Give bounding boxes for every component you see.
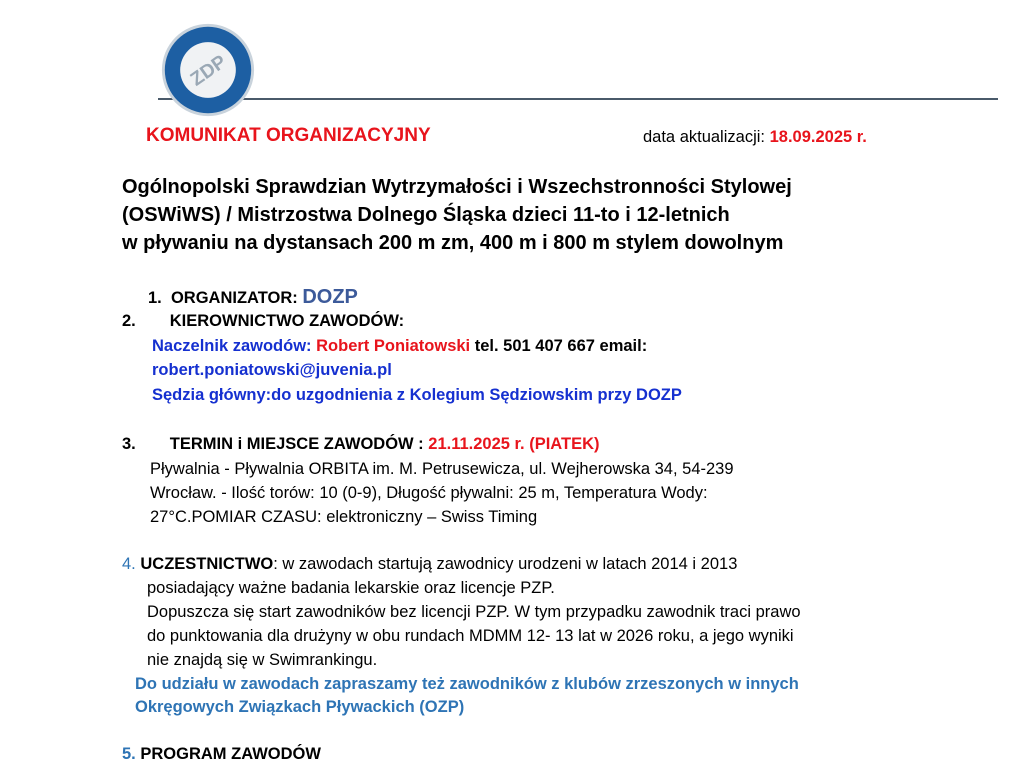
invite-line: Okręgowych Związkach Pływackich (OZP)	[135, 698, 465, 716]
section-label: KIEROWNICTWO ZAWODÓW:	[169, 312, 405, 330]
heading-line: w pływaniu na dystansach 200 m zm, 400 m i 800 m stylem dowolnym	[122, 232, 784, 254]
participation-text: : w zawodach startują zawodnicy urodzeni w latach 2014 i 2013	[273, 555, 738, 573]
heading-line: (OSWiWS) / Mistrzostwa Dolnego Śląska dzieci 11-to i 12-letnich	[122, 204, 730, 226]
section-label: PROGRAM ZAWODÓW	[140, 745, 321, 763]
chief-name: Robert Poniatowski	[316, 337, 471, 355]
update-date	[643, 128, 867, 147]
venue-line: Pływalnia - Pływalnia ORBITA im. M. Petrusewicza, ul. Wejherowska 34, 54-239	[150, 460, 734, 478]
section-label: TERMIN i MIEJSCE ZAWODÓW :	[169, 435, 424, 453]
venue-line: Wrocław. - Ilość torów: 10 (0-9), Długość pływalni: 25 m, Temperatura Wody:	[150, 484, 708, 502]
section-number: 3.	[122, 435, 136, 453]
section-management	[122, 312, 404, 331]
chief-email[interactable]: robert.poniatowski@juvenia.pl	[152, 361, 392, 379]
section-number: 2.	[122, 312, 136, 330]
section-number: 1.	[148, 289, 162, 307]
date-value: 18.09.2025 r.	[769, 128, 867, 146]
chief-phone: tel. 501 407 667 email:	[474, 337, 648, 355]
document-title: KOMUNIKAT ORGANIZACYJNY	[146, 125, 431, 146]
chief-line	[152, 337, 647, 356]
date-label: data aktualizacji:	[643, 128, 765, 146]
venue-line: 27°C.POMIAR CZASU: elektroniczny – Swiss Timing	[150, 508, 538, 526]
section-number: 5.	[122, 745, 136, 763]
header-rule	[158, 98, 998, 100]
participation-line: do punktowania dla drużyny w obu rundach MDMM 12- 13 lat w 2026 roku, a jego wyniki	[147, 627, 794, 645]
section-label: ORGANIZATOR	[170, 289, 293, 307]
section-program	[122, 745, 321, 764]
invite-line: Do udziału w zawodach zapraszamy też zawodników z klubów zrzeszonych w innych	[135, 675, 799, 693]
participation-line: Dopuszcza się start zawodników bez licencji PZP. W tym przypadku zawodnik traci prawo	[147, 603, 801, 621]
dozp-logo	[160, 22, 256, 118]
organizer-value: DOZP	[302, 286, 358, 308]
section-participation	[122, 555, 737, 574]
section-organizer: 1. ORGANIZATOR: DOZP	[148, 286, 358, 308]
participation-line: posiadający ważne badania lekarskie oraz licencje PZP.	[147, 579, 555, 597]
heading-line: Ogólnopolski Sprawdzian Wytrzymałości i Wszechstronności Stylowej	[122, 176, 792, 198]
participation-line: nie znajdą się w Swimrankingu.	[147, 651, 378, 669]
section-number: 4.	[122, 555, 136, 573]
chief-judge: Sędzia główny:do uzgodnienia z Kolegium Sędziowskim przy DOZP	[152, 386, 682, 404]
event-date: 21.11.2025 r. (PIATEK)	[428, 435, 600, 453]
section-date-place	[122, 435, 600, 454]
svg-text:ZDP: ZDP	[186, 51, 231, 91]
section-label: UCZESTNICTWO	[140, 555, 274, 573]
chief-label: Naczelnik zawodów:	[152, 337, 312, 355]
